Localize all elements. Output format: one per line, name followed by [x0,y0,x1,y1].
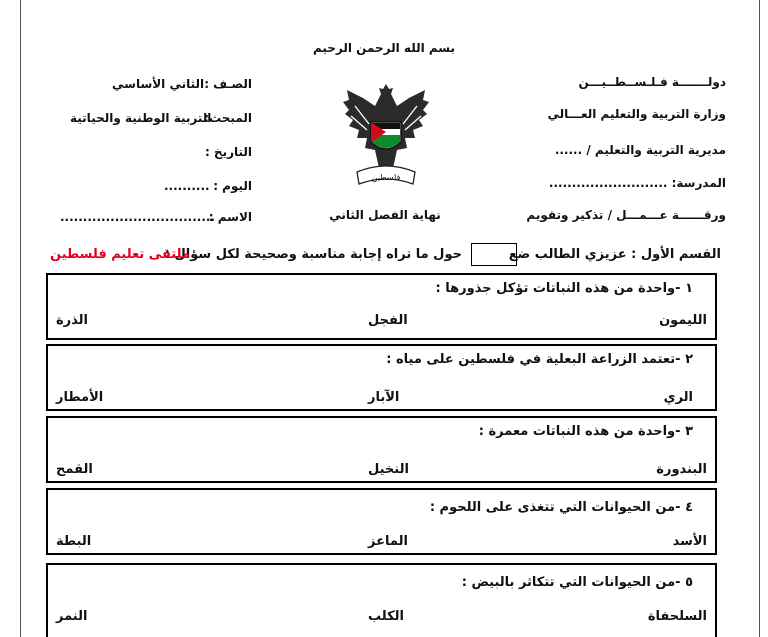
grade-value: الثاني الأساسي [112,77,205,91]
emblem-text: فلسطين [371,173,401,182]
subject-value: التربية الوطنية والحياتية [70,111,212,125]
palestine-eagle-emblem [335,76,437,196]
question-box [46,273,717,340]
day-label: اليوم : [213,179,252,193]
answer-option[interactable]: البطة [56,534,92,549]
answer-circle-box [471,243,517,266]
header-directorate: مديرية التربية والتعليم / ...... [554,143,726,157]
name-value: .................................. [60,210,215,224]
question-text: ٥ -من الحيوانات التي تتكاثر بالبيض : [461,575,693,590]
name-label: الاسم : [208,210,252,224]
answer-option[interactable]: الآبار [368,390,400,405]
source-tag: ملتقى تعليم فلسطين [50,247,190,262]
answer-option[interactable]: النخيل [368,462,409,477]
answer-option[interactable]: النمر [56,609,88,624]
basmala: بسم الله الرحمن الرحيم [312,41,456,55]
answer-option[interactable]: الأمطار [56,390,104,405]
question-box [46,416,717,483]
question-box [46,344,717,411]
answer-option[interactable]: الليمون [659,313,707,328]
question-text: ١ -واحدة من هذه النباتات تؤكل جذورها : [435,281,693,296]
header-ministry: وزارة التربية والتعليم العـــالي [547,107,726,121]
header-worksheet: ورقــــــة عـــمـــل / تذكير وتقويم [526,208,726,222]
question-text: ٢ -تعتمد الزراعة البعلية في فلسطين على مياه : [386,352,693,367]
section-intro-end: حول ما تراه إجابة مناسبة وصحيحة لكل سؤال : [164,247,462,262]
grade-label: الصـف : [204,77,252,91]
question-text: ٣ -واحدة من هذه النباتات معمرة : [478,424,693,439]
term-title: نهاية الفصل الثاني [329,208,441,222]
section-intro-start: القسم الأول : عزيزي الطالب ضع [508,247,721,262]
answer-option[interactable]: الفجل [368,313,408,328]
subject-label: المبحث: [204,111,252,125]
date-label: التاريخ : [204,145,252,159]
header-school: المدرسة: .......................... [548,176,726,190]
answer-option[interactable]: الكلب [368,609,404,624]
answer-option[interactable]: الماعز [368,534,408,549]
answer-option[interactable]: القمح [56,462,93,477]
answer-option[interactable]: السلحفاة [647,609,707,624]
question-box [46,563,717,637]
answer-option[interactable]: البندورة [656,462,707,477]
question-text: ٤ -من الحيوانات التي تتغذى على اللحوم : [429,500,693,515]
answer-option[interactable]: الذرة [56,313,89,328]
header-country: دولـــــــة فـلـســطــيـــن [578,75,726,89]
day-value: .......... [164,179,210,193]
question-box [46,488,717,555]
answer-option[interactable]: الأسد [672,534,707,549]
answer-option[interactable]: الري [663,390,693,405]
